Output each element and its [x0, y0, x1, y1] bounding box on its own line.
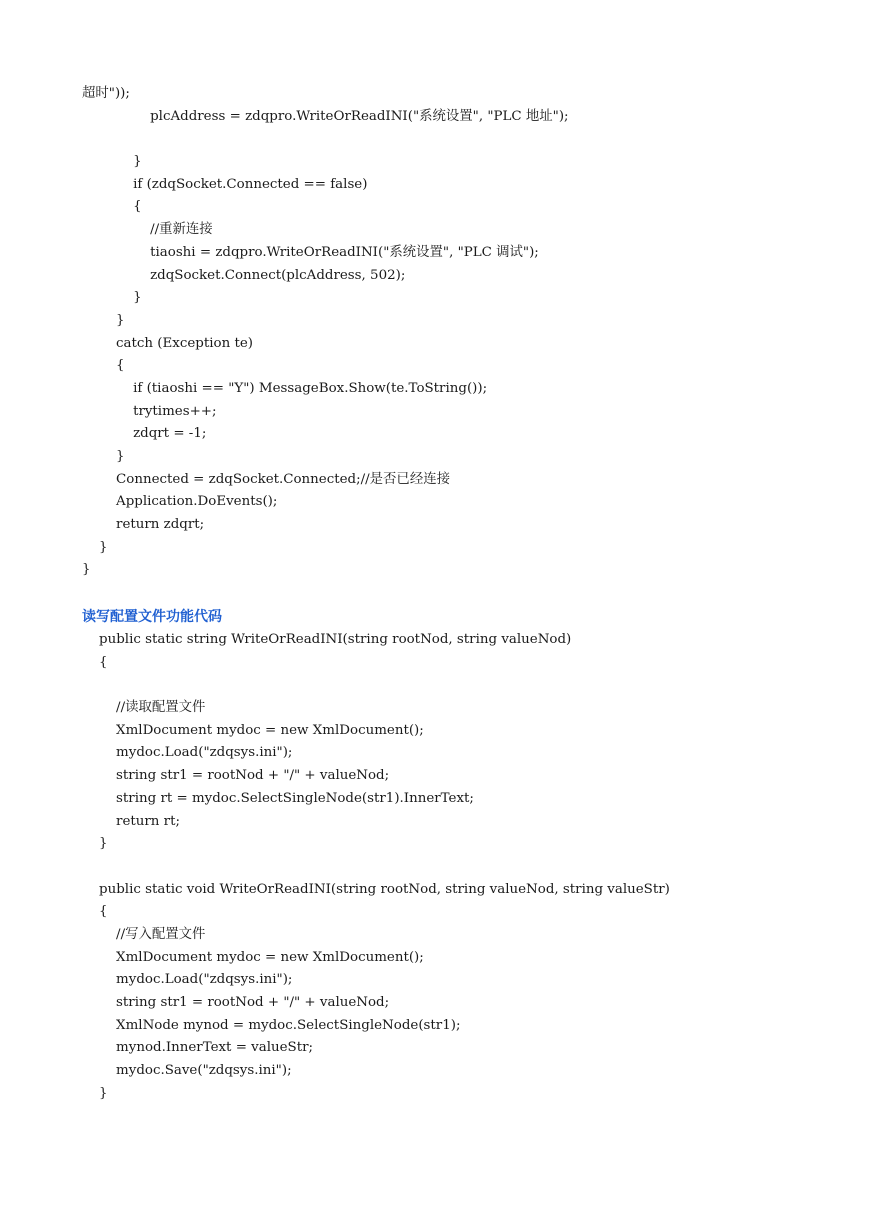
code-line: { [82, 199, 142, 215]
code-block-connection [82, 83, 569, 582]
section-heading: 读写配置文件功能代码 [82, 609, 222, 625]
code-line: XmlNode mynod = mydoc.SelectSingleNode(str1); [82, 1017, 461, 1033]
code-line [82, 674, 670, 697]
code-line: } [82, 539, 108, 555]
code-line: //写入配置文件 [82, 926, 206, 942]
code-line: if (tiaoshi == "Y") MessageBox.Show(te.ToString()); [82, 380, 488, 396]
code-line: } [82, 562, 91, 578]
code-line: { [82, 904, 108, 920]
code-line: //读取配置文件 [82, 700, 206, 716]
code-line: trytimes++; [82, 403, 217, 419]
code-line: public static string WriteOrReadINI(string rootNod, string valueNod) [82, 632, 572, 647]
code-line: string str1 = rootNod + "/" + valueNod; [82, 995, 390, 1010]
code-line: plcAddress = zdqpro.WriteOrReadINI("系统设置", "PLC 地址"); [82, 108, 569, 124]
code-line: } [82, 312, 125, 328]
code-line: tiaoshi = zdqpro.WriteOrReadINI("系统设置", "PLC 调试"); [82, 244, 539, 260]
code-line: XmlDocument mydoc = new XmlDocument(); [82, 949, 424, 965]
code-line [82, 128, 569, 151]
code-line: } [82, 449, 125, 464]
code-line: 超时")); [82, 86, 130, 101]
code-line: zdqrt = -1; [82, 426, 207, 442]
code-line: mydoc.Save("zdqsys.ini"); [82, 1063, 292, 1079]
code-line: mydoc.Load("zdqsys.ini"); [82, 745, 293, 761]
code-line: Connected = zdqSocket.Connected;//是否已经连接 [82, 471, 450, 487]
code-line: { [82, 654, 108, 670]
code-line: zdqSocket.Connect(plcAddress, 502); [82, 267, 406, 283]
code-line [82, 856, 670, 879]
code-line: XmlDocument mydoc = new XmlDocument(); [82, 722, 424, 738]
code-line: catch (Exception te) [82, 335, 253, 351]
code-block-ini-functions [82, 629, 670, 1105]
code-line: } [82, 290, 142, 306]
code-line: return zdqrt; [82, 517, 205, 533]
code-line: if (zdqSocket.Connected == false) [82, 176, 368, 192]
code-line: mynod.InnerText = valueStr; [82, 1040, 314, 1056]
code-line: } [82, 836, 108, 852]
code-line: string str1 = rootNod + "/" + valueNod; [82, 768, 390, 784]
code-line: return rt; [82, 813, 180, 829]
code-line: { [82, 358, 125, 374]
code-line: string rt = mydoc.SelectSingleNode(str1).InnerText; [82, 790, 474, 806]
code-line: } [82, 154, 142, 170]
code-line: } [82, 1085, 108, 1101]
code-line: Application.DoEvents(); [82, 494, 278, 510]
code-line: mydoc.Load("zdqsys.ini"); [82, 972, 293, 988]
code-line: public static void WriteOrReadINI(string rootNod, string valueNod, string valueStr) [82, 881, 670, 897]
code-line: //重新连接 [82, 222, 213, 238]
